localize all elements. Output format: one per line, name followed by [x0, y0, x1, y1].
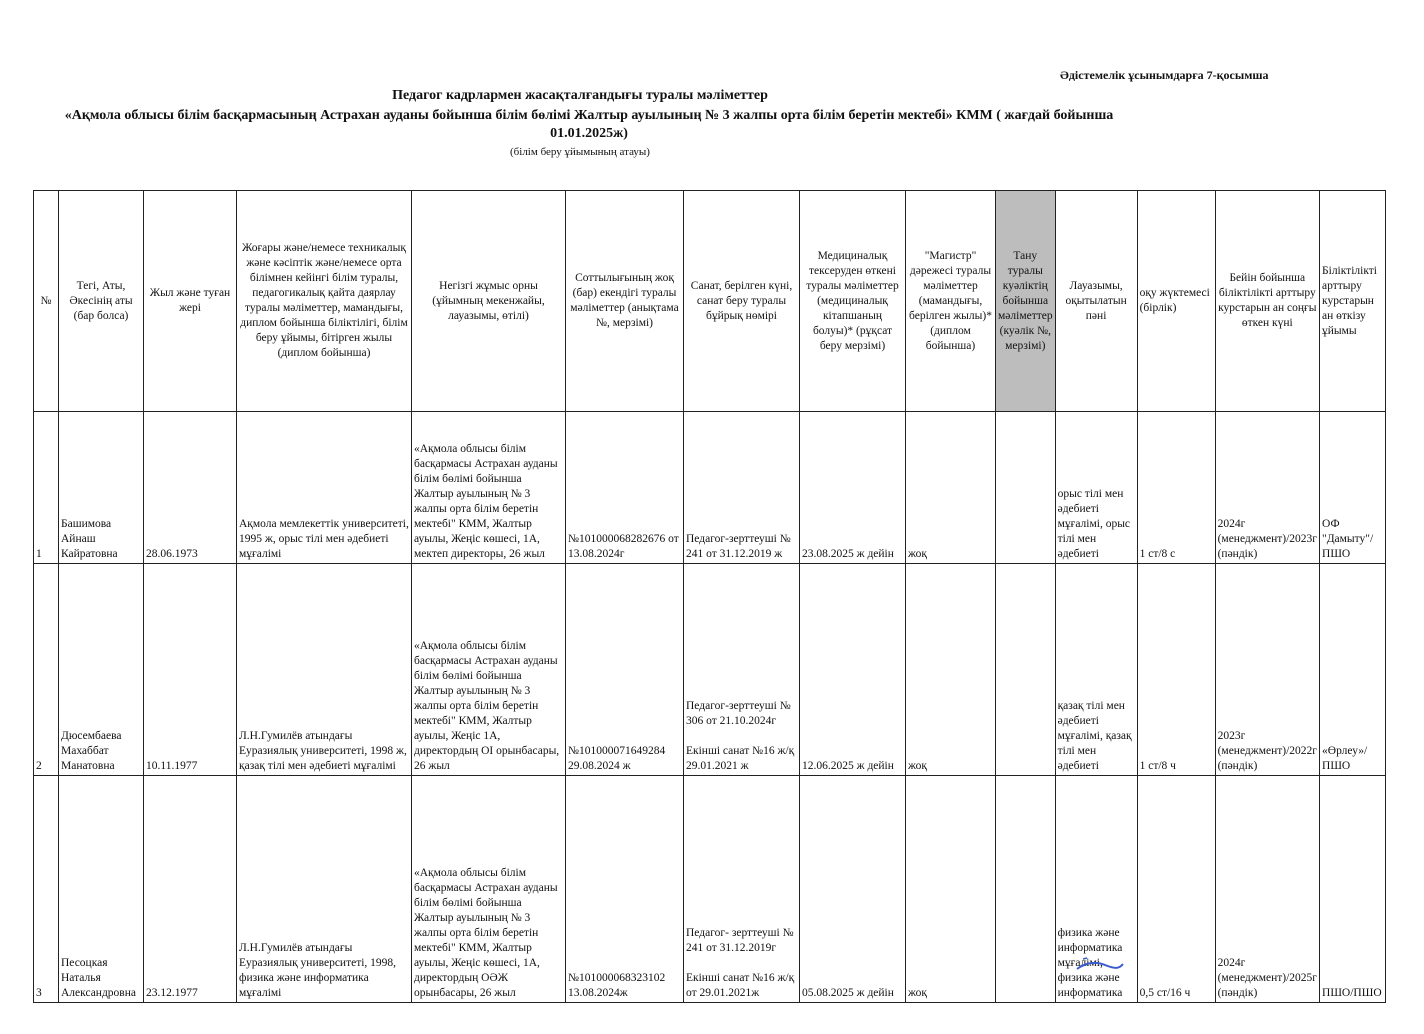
cell-training-org: «Өрлеу»/ПШО: [1320, 564, 1386, 776]
appendix-label: Әдістемелік ұсынымдарға 7-қосымша: [1060, 68, 1269, 82]
cell-training-org: ОФ "Дамыту"/ПШО: [1320, 412, 1386, 564]
cell-medical: 12.06.2025 ж дейін: [800, 564, 906, 776]
cell-workplace: «Ақмола облысы білім басқармасы Астрахан ауданы білім бөлімі бойынша Жалтыр ауылының № 3 жалпы орта білім беретін мектебі" КММ, Жалтыр ауылы, Жеңіс көшесі, 1А, директордың ОӘЖ орынбасары, 26 жыл: [412, 776, 566, 1003]
col-header-load: оқу жүктемесі (бірлік): [1137, 191, 1215, 412]
cell-name: Песоцкая Наталья Александровна: [59, 776, 144, 1003]
cell-load: 0,5 ст/16 ч: [1137, 776, 1215, 1003]
cell-education: Ақмола мемлекеттік университеті, 1995 ж, орыс тілі мен әдебиеті мұғалімі: [237, 412, 412, 564]
table-row: [34, 564, 1386, 776]
col-header-position: Лауазымы, оқытылатын пәні: [1055, 191, 1137, 412]
cell-category: Педагог-зерттеуші № 241 от 31.12.2019 ж: [684, 412, 800, 564]
col-header-category: Санат, берілген күні, санат беру туралы бұйрық нөмірі: [684, 191, 800, 412]
cell-name: Дюсембаева Махаббат Манатовна: [59, 564, 144, 776]
cell-num: 1: [34, 412, 59, 564]
cell-master: жоқ: [906, 564, 996, 776]
cell-load: 1 ст/8 с: [1137, 412, 1215, 564]
cell-birth: 28.06.1973: [144, 412, 237, 564]
col-header-training-org: Біліктілікті арттыру курстарын ан өткізу ұйымы: [1320, 191, 1386, 412]
cell-medical: 05.08.2025 ж дейін: [800, 776, 906, 1003]
cell-workplace: «Ақмола облысы білім басқармасы Астрахан ауданы білім бөлімі бойынша Жалтыр ауылының № 3 жалпы орта білім беретін мектебі" КММ, Жалтыр ауылы, Жеңіс көшесі, 1А, мектеп директоры, 26 жыл: [412, 412, 566, 564]
cell-medical: 23.08.2025 ж дейін: [800, 412, 906, 564]
cell-birth: 23.12.1977: [144, 776, 237, 1003]
org-caption: (білім беру ұйымының атауы): [510, 146, 650, 158]
col-header-master: "Магистр" дәрежесі туралы мәліметтер (мамандығы, берілген жылы)* (диплом бойынша): [906, 191, 996, 412]
cell-num: 3: [34, 776, 59, 1003]
signature-mark: [1075, 955, 1125, 975]
col-header-recognition: Тану туралы куәліктің бойынша мәліметтер (куәлік №, мерзімі): [996, 191, 1056, 412]
document-title: Педагог кадрлармен жасақталғандығы туралы мәліметтер: [392, 88, 768, 103]
col-header-name: Тегі, Аты, Әкесінің аты (бар болса): [59, 191, 144, 412]
col-header-workplace: Негізгі жұмыс орны (ұйымның мекенжайы, лауазымы, өтілі): [412, 191, 566, 412]
cell-position: орыс тілі мен әдебиеті мұғалімі, орыс тілі мен әдебиеті: [1055, 412, 1137, 564]
cell-education: Л.Н.Гумилёв атындағы Еуразиялық университеті, 1998 ж, қазақ тілі мен әдебиеті мұғалімі: [237, 564, 412, 776]
cell-name: Башимова Айнаш Кайратовна: [59, 412, 144, 564]
cell-category: Педагог-зерттеуші № 306 от 21.10.2024г Екінші санат №16 ж/қ 29.01.2021 ж: [684, 564, 800, 776]
cell-master: жоқ: [906, 412, 996, 564]
table-row: [34, 776, 1386, 1003]
cell-training-date: 2024г (менеджмент)/2025г (пәндік): [1215, 776, 1319, 1003]
cell-education: Л.Н.Гумилёв атындағы Еуразиялық университеті, 1998, физика және информатика мұғалімі: [237, 776, 412, 1003]
document-subtitle: «Ақмола облысы білім басқармасының Астрахан ауданы бойынша білім бөлімі Жалтыр ауылының № 3 жалпы орта білім беретін мектебі» КММ ( жағдай бойынша 01.01.2025ж): [64, 108, 1114, 141]
col-header-birth: Жыл және туған жері: [144, 191, 237, 412]
cell-workplace: «Ақмола облысы білім басқармасы Астрахан ауданы білім бөлімі бойынша Жалтыр ауылының № 3 жалпы орта білім беретін мектебі" КММ, Жалтыр ауылы, Жеңіс 1А, директордың ОІ орынбасары, 26 жыл: [412, 564, 566, 776]
cell-recognition: [996, 412, 1056, 564]
col-header-num: №: [34, 191, 59, 412]
cell-criminal: №101000068282676 от 13.08.2024г: [566, 412, 684, 564]
cell-training-date: 2024г (менеджмент)/2023г (пәндік): [1215, 412, 1319, 564]
table-header-row: [34, 191, 1386, 412]
cell-criminal: №101000071649284 29.08.2024 ж: [566, 564, 684, 776]
col-header-training-date: Бейін бойынша біліктілікті арттыру курстарын ан соңғы өткен күні: [1215, 191, 1319, 412]
cell-category: Педагог- зерттеуші № 241 от 31.12.2019г Екінші санат №16 ж/қ от 29.01.2021ж: [684, 776, 800, 1003]
cell-position: физика және информатика мұғалімі, физика және информатика: [1055, 776, 1137, 1003]
cell-training-org: ПШО/ПШО: [1320, 776, 1386, 1003]
cell-num: 2: [34, 564, 59, 776]
staff-table: [33, 190, 1386, 1003]
cell-recognition: [996, 776, 1056, 1003]
cell-master: жоқ: [906, 776, 996, 1003]
col-header-criminal: Соттылығының жоқ (бар) екендігі туралы мәліметтер (анықтама №, мерзімі): [566, 191, 684, 412]
cell-birth: 10.11.1977: [144, 564, 237, 776]
col-header-medical: Медициналық тексеруден өткені туралы мәліметтер (медициналық кітапшаның болуы)* (рұқсат беру мерзімі): [800, 191, 906, 412]
col-header-education: Жоғары және/немесе техникалық және кәсіптік және/немесе орта білімнен кейінгі білім туралы, педагогикалық қайта даярлау туралы мәліметтер, мамандығы, диплом бойынша біліктілігі, білім беру ұйымы, бітірген жылы (диплом бойынша): [237, 191, 412, 412]
cell-load: 1 ст/8 ч: [1137, 564, 1215, 776]
cell-criminal: №101000068323102 13.08.2024ж: [566, 776, 684, 1003]
cell-recognition: [996, 564, 1056, 776]
cell-position: қазақ тілі мен әдебиеті мұғалімі, қазақ тілі мен әдебиеті: [1055, 564, 1137, 776]
cell-training-date: 2023г (менеджмент)/2022г (пәндік): [1215, 564, 1319, 776]
table-row: [34, 412, 1386, 564]
